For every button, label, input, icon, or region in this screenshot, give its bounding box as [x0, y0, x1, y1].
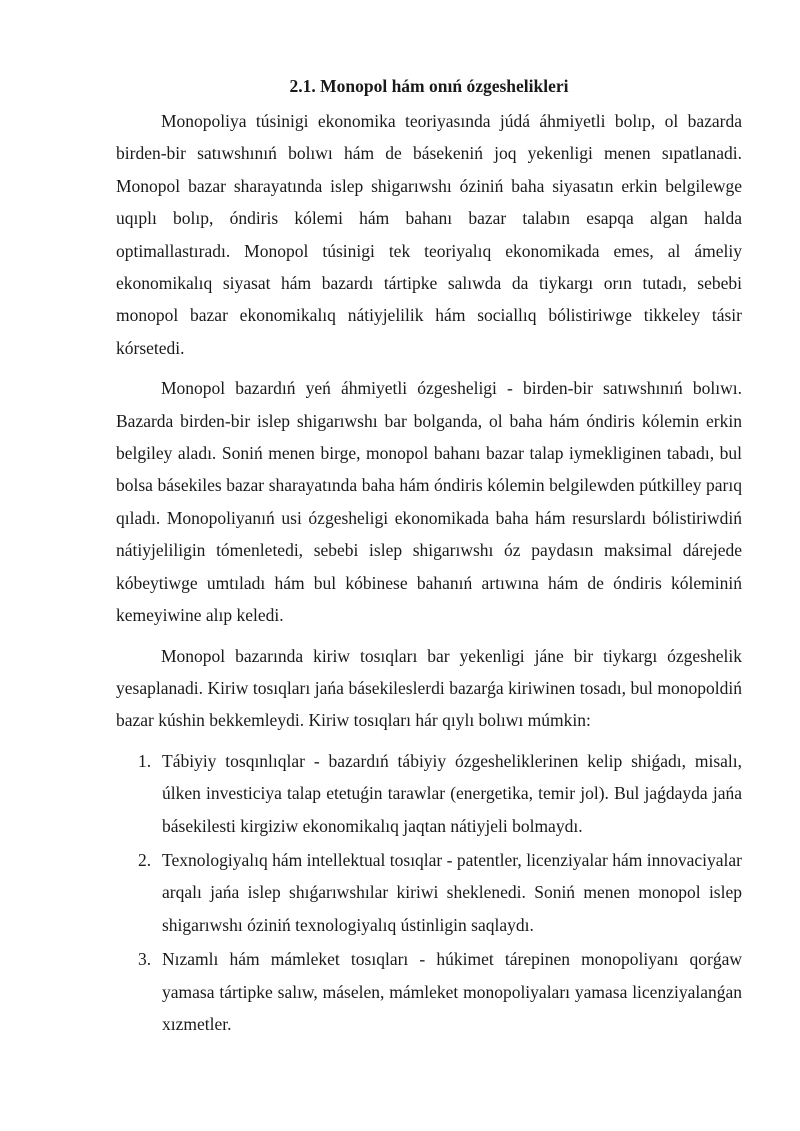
paragraph-1: Monopoliya túsinigi ekonomika teoriyasında júdá áhmiyetli bolıp, ol bazarda birden-bir satıwshınıń bolıwı hám de básekeniń joq yekenligi menen sıpatlanadi. Monopol bazar sharayatında islep shigarıwshı óziniń baha siyasatın erkin belgilewge uqıplı bolıp, óndiris kólemi hám bahanı bazar talabın esapqa algan halda optimallastıradı. Monopol túsinigi tek teoriyalıq ekonomikada emes, al ámeliy ekonomikalıq siyasat hám bazardı tártipke salıwda da tiykargı orın tutadı, sebebi monopol bazar ekonomikalıq nátiyjelilik hám sociallıq bólistiriwge tikkeley tásir kórsetedi.: [116, 111, 742, 358]
barriers-list: [116, 745, 742, 1041]
list-item-number: 1.: [138, 750, 152, 771]
list-item-text: Tábiyiy tosqınlıqlar - bazardıń tábiyiy ózgesheliklerinen kelip shiǵadı, misalı, úlken investiciya talap etetuǵin tarawlar (energetika, temir jol). Bul jaǵdayda jańa básekilesti kirgiziw ekonomikalıq jaqtan nátiyjeli bolmaydı.: [162, 750, 742, 836]
list-item-number: 3.: [138, 949, 152, 970]
paragraph-2: Monopol bazardıń yeń áhmiyetli ózgesheligi - birden-bir satıwshınıń bolıwı. Bazarda birden-bir islep shigarıwshı bar bolganda, ol baha hám óndiris kólemin erkin belgiley aladı. Soniń menen birge, monopol bahanı bazar talap iymekliginen tabadı, bul bolsa básekiles bazar sharayatında baha hám óndiris kólemin belgilewden pútkilley parıq qıladı. Monopoliyanıń usi ózgesheligi ekonomikada baha hám resurslardı bólistiriwdiń nátiyjeliligin tómenletedi, sebebi islep shigarıwshı óz paydasın maksimal dárejede kóbeytiwge umtıladı hám bul kóbinese bahanıń artıwına hám de óndiris kóleminiń kemeyiwine alıp keledi.: [116, 378, 742, 626]
document-page: [116, 73, 742, 1042]
list-item: [116, 943, 742, 1040]
list-item-text: Nızamlı hám mámleket tosıqları - húkimet tárepinen monopoliyanı qorǵaw yamasa tártipke salıw, máselen, mámleket monopoliyaları yamasa licenziyalanǵan xızmetler.: [162, 949, 742, 1034]
list-item-number: 2.: [138, 849, 152, 870]
section-title: 2.1. Monopol hám onıń ózgeshelikleri: [289, 76, 569, 96]
list-item: [116, 745, 742, 842]
list-item-text: Texnologiyalıq hám intellektual tosıqlar - patentler, licenziyalar hám innovaciyalar arqalı jańa islep shıǵarıwshılar kiriwi sheklenedi. Soniń menen monopol islep shigarıwshı óziniń texnologiyalıq ústinligin saqlaydı.: [162, 849, 742, 935]
list-item: [116, 844, 742, 941]
paragraph-3: Monopol bazarında kiriw tosıqları bar yekenligi jáne bir tiykargı ózgeshelik yesaplanadi. Kiriw tosıqları jańa básekileslerdi bazarǵa kiriwinen tosadı, bul monopoldiń bazar kúshin bekkemleydi. Kiriw tosıqları hár qıylı bolıwı múmkin:: [116, 645, 742, 731]
